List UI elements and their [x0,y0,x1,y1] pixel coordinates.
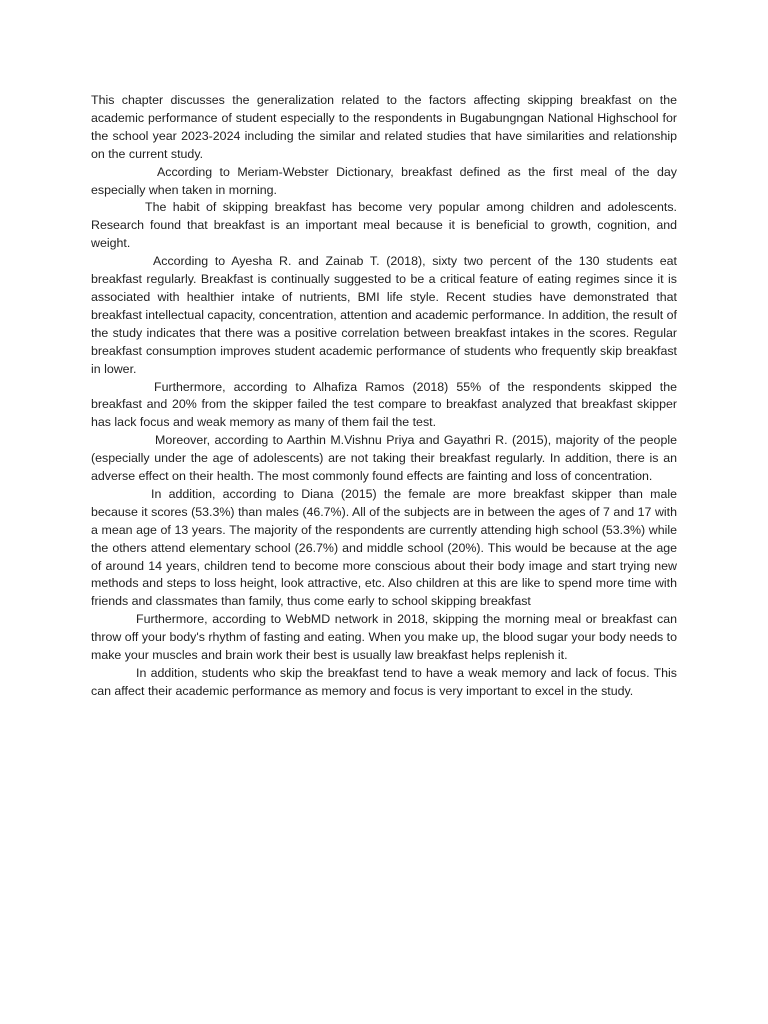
paragraph-webmd: Furthermore, according to WebMD network in 2018, skipping the morning meal or breakfast can throw off your body's rhythm of fasting and eating. When you make up, the blood sugar your body needs to make your muscles and brain work their best is usually law breakfast helps replenish it. [91,612,677,663]
paragraph-habit: The habit of skipping breakfast has become very popular among children and adolescents. Research found that breakfast is an important meal because it is beneficial to growth, cognition, and weight. [91,200,677,251]
paragraph-definition: According to Meriam-Webster Dictionary, breakfast defined as the first meal of the day especially when taken in morning. [91,164,677,197]
paragraph-ayesha-zainab: According to Ayesha R. and Zainab T. (2018), sixty two percent of the 130 students eat breakfast regularly. Breakfast is continually suggested to be a critical feature of eating regimes since it is associated with healthier intake of nutrients, BMI life style. Recent studies have demonstrated that breakfast intellectual capacity, concentration, attention and academic performance. In addition, the result of the study indicates that there was a positive correlation between breakfast intakes in the scores. Regular breakfast consumption improves student academic performance of students who frequently skip breakfast in lower. [91,254,677,376]
document-body [91,92,677,701]
paragraph-alhafiza-ramos: Furthermore, according to Alhafiza Ramos (2018) 55% of the respondents skipped the breakfast and 20% from the skipper failed the test compare to breakfast analyzed that breakfast skipper has lack focus and weak memory as many of them fail the test. [91,379,677,430]
paragraph-diana: In addition, according to Diana (2015) the female are more breakfast skipper than male because it scores (53.3%) than males (46.7%). All of the subjects are in between the ages of 7 and 17 with a mean age of 13 years. The majority of the respondents are currently attending high school (53.3%) while the others attend elementary school (26.7%) and middle school (20%). This would be because at the age of around 14 years, children tend to become more conscious about their body image and start trying new methods and steps to loss height, look attractive, etc. Also children at this are like to spend more time with friends and classmates than family, thus come early to school skipping breakfast [91,486,677,609]
paragraph-aarthin-gayathri: Moreover, according to Aarthin M.Vishnu Priya and Gayathri R. (2015), majority of the people (especially under the age of adolescents) are not taking their breakfast regularly. In addition, there is an adverse effect on their health. The most commonly found effects are fainting and loss of concentration. [91,433,677,484]
paragraph-memory-focus: In addition, students who skip the breakfast tend to have a weak memory and lack of focus. This can affect their academic performance as memory and focus is very important to excel in the study. [91,666,677,698]
paragraph-intro: This chapter discusses the generalization related to the factors affecting skipping breakfast on the academic performance of student especially to the respondents in Bugabungngan National Highschool for the school year 2023-2024 including the similar and related studies that have similarities and relationship on the current study. [91,93,677,161]
